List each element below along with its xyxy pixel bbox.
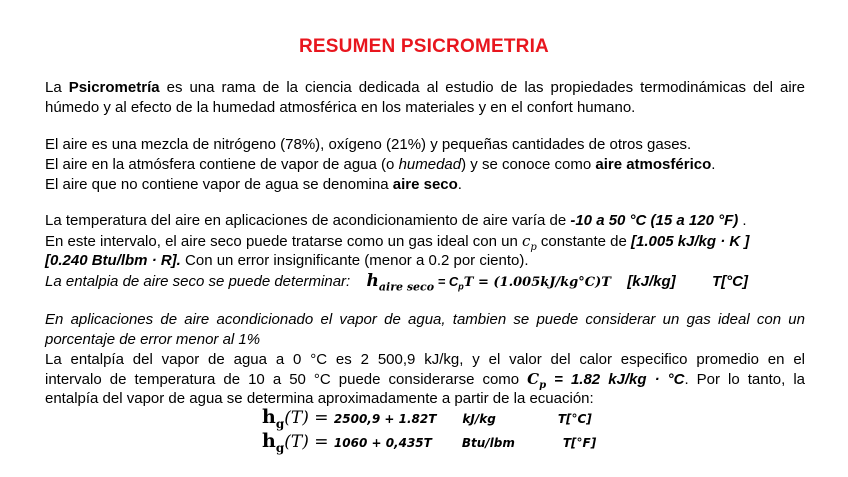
cp-vapor-symbol: $C_p$	[527, 370, 547, 391]
equals: =	[308, 432, 334, 452]
intro-line-2: húmedo y al efecto de la humedad atmosférica en los materiales y en el confort humano.	[45, 99, 636, 116]
hg-argument: (T)	[284, 432, 309, 452]
term-humedad: humedad	[398, 156, 462, 173]
hg-temperature-unit: T[°C]	[557, 412, 592, 426]
dry-air-line	[45, 175, 462, 195]
vapor-ideal-line-1	[45, 310, 805, 330]
text: .	[457, 176, 462, 193]
text: Con un error insignificante (menor a 0.2 por ciento).	[180, 252, 529, 269]
hg-symbol: $h_g$	[262, 430, 285, 455]
equation-si	[262, 406, 592, 431]
cp-english-line	[45, 251, 529, 271]
composition-line: El aire es una mezcla de nitrógeno (78%), oxígeno (21%) y pequeñas cantidades de otros gases.	[45, 136, 692, 153]
enthalpy-unit: [kJ/kg]	[627, 273, 676, 290]
atmospheric-air-line	[45, 155, 715, 175]
vapor-ideal-line-2: porcentaje de error menor al 1%	[45, 331, 261, 348]
temperature-range-line	[45, 211, 747, 231]
hg-symbol: $h_g$	[262, 406, 285, 431]
hg-unit: Btu/lbm	[461, 436, 515, 450]
intro-line-1	[45, 78, 805, 98]
enthalpy-equation: = $C_pT = (1.005kJ/kg^\circ C)T$	[434, 274, 611, 292]
cp-symbol: $c_p$	[521, 232, 537, 253]
text: .	[711, 156, 716, 173]
page-title: RESUMEN PSICROMETRIA	[299, 36, 549, 57]
vapor-enthalpy-line-3: entalpía del vapor de agua se determina aproximadamente a partir de la ecuación:	[45, 390, 594, 407]
text: El aire que no contiene vapor de agua se denomina	[45, 176, 393, 193]
text: .	[738, 212, 747, 229]
text: ) y se conoce como	[461, 156, 596, 173]
text: intervalo de temperatura de 10 a 50 °C puede considerarse como	[45, 371, 528, 388]
equals: =	[308, 408, 334, 428]
cp-value-english: [0.240 Btu/lbm · R].	[45, 252, 181, 269]
vapor-enthalpy-line-1	[45, 350, 805, 370]
term-aire-seco: aire seco	[392, 176, 458, 193]
text: es una rama de la ciencia dedicada al estudio de las propiedades termodinámicas del aire	[159, 79, 805, 96]
hg-expression: 1060 + 0,435T	[333, 436, 432, 450]
text: La temperatura del aire en aplicaciones de acondicionamiento de aire varía de	[45, 212, 571, 229]
hg-temperature-unit: T[°F]	[562, 436, 597, 450]
hg-argument: (T)	[284, 408, 309, 428]
dry-air-enthalpy-line	[45, 271, 748, 297]
text: La entalpía del vapor de agua a 0 °C es 2 500,9 kJ/kg, y el valor del calor especifico promedio en el	[45, 351, 805, 368]
equation-english	[262, 430, 596, 455]
h-aire-seco-symbol: $h_{aire seco}$	[366, 271, 435, 294]
term-aire-atmosferico: aire atmosférico	[595, 156, 712, 173]
text: La	[45, 79, 69, 96]
cp-value-si: [1.005 kJ/kg · K ]	[631, 233, 750, 250]
text: El aire en la atmósfera contiene de vapor de agua (o	[45, 156, 399, 173]
hg-unit: kJ/kg	[462, 412, 496, 426]
cp-vapor-value: = 1.82 kJ/kg · °C	[546, 371, 685, 388]
temperature-unit: T[°C]	[712, 273, 748, 290]
term-psicrometria: Psicrometría	[68, 79, 160, 96]
temperature-range: -10 a 50 °C (15 a 120 °F)	[570, 212, 739, 229]
hg-expression: 2500,9 + 1.82T	[333, 412, 437, 426]
text: . Por lo tanto, la	[684, 371, 805, 388]
text: constante de	[536, 233, 631, 250]
text: La entalpia de aire seco se puede determinar:	[45, 273, 351, 290]
text: En este intervalo, el aire seco puede tratarse como un gas ideal con un	[45, 233, 522, 250]
text: En aplicaciones de aire acondicionado el vapor de agua, tambien se puede considerar un gas ideal con un	[45, 311, 805, 328]
